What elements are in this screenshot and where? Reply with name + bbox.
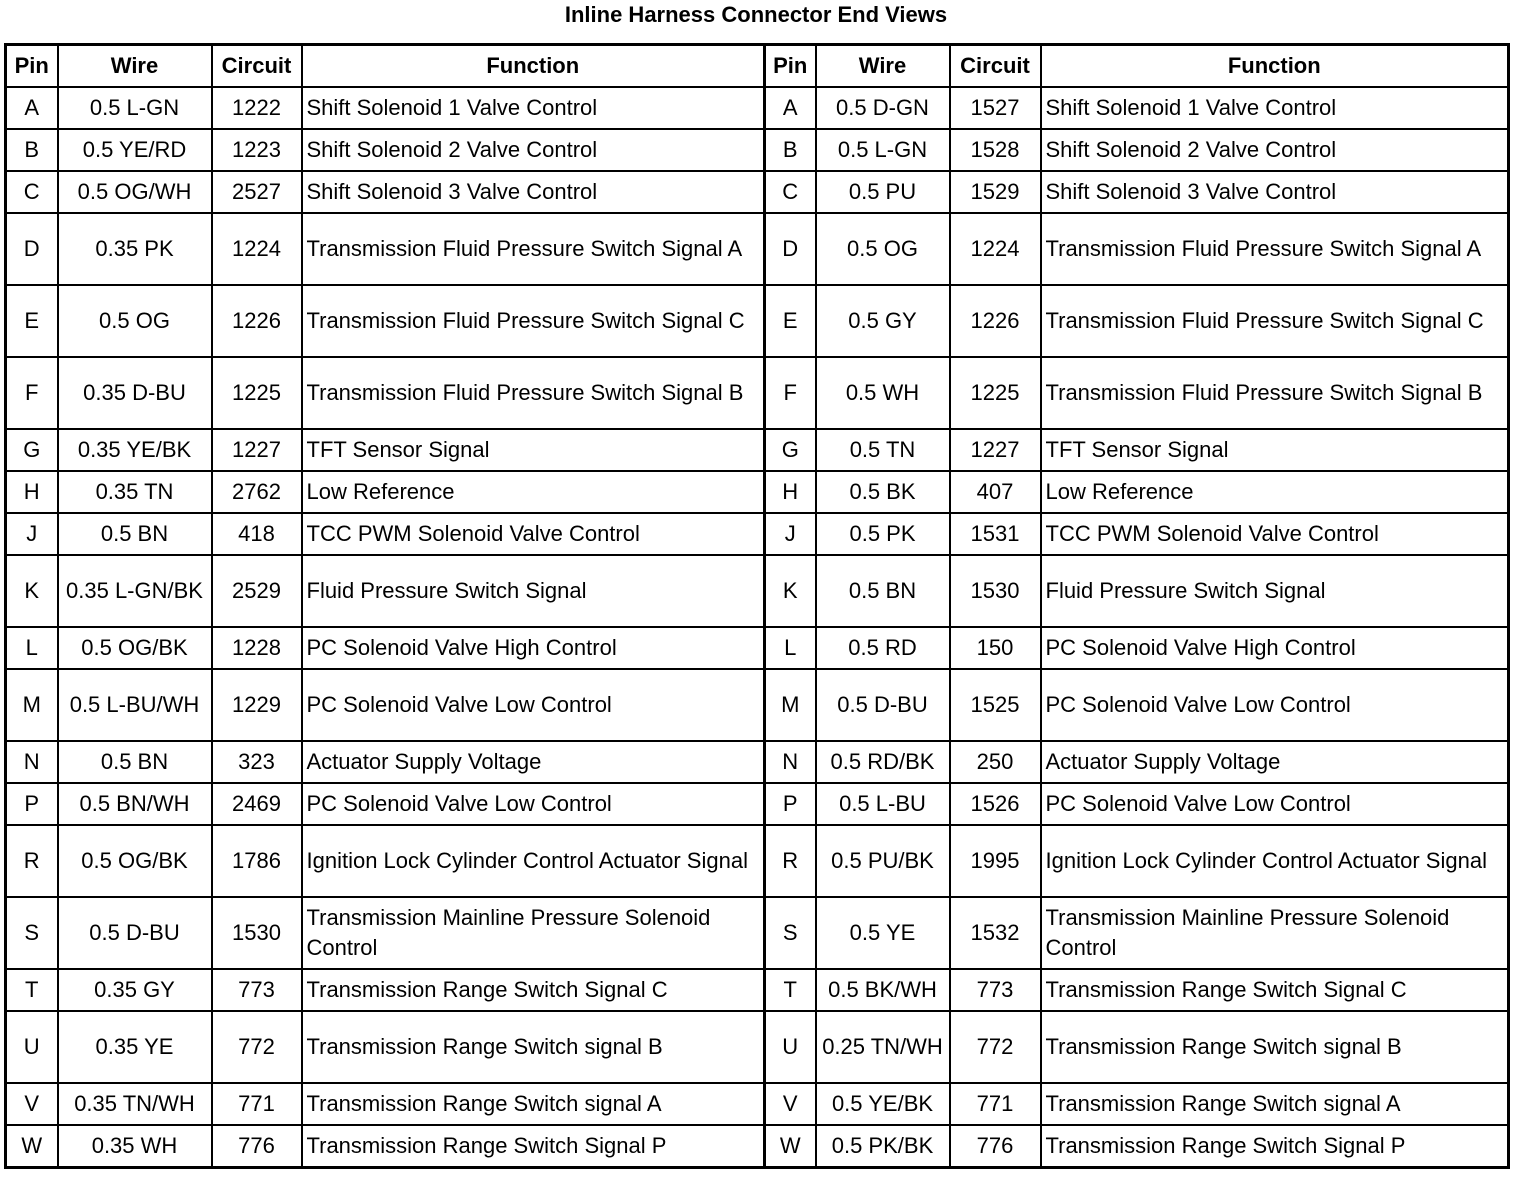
table-row [6,129,1509,171]
table-row [6,741,1509,783]
header-row [6,45,1509,88]
pin-cell: D [765,213,816,285]
pin-cell: L [6,627,58,669]
function-cell: Transmission Fluid Pressure Switch Signal B [302,357,765,429]
function-cell: TFT Sensor Signal [302,429,765,471]
wire-cell: 0.5 PK/BK [816,1125,950,1167]
table-row [6,87,1509,129]
wire-cell: 0.5 OG/WH [58,171,212,213]
pin-cell: G [6,429,58,471]
function-cell: Transmission Range Switch Signal P [302,1125,765,1167]
function-cell: Shift Solenoid 1 Valve Control [1041,87,1509,129]
wire-cell: 0.35 TN [58,471,212,513]
header-wire: Wire [58,45,212,88]
function-cell: TFT Sensor Signal [1041,429,1509,471]
circuit-cell: 771 [950,1083,1041,1125]
wire-cell: 0.5 YE/RD [58,129,212,171]
circuit-cell: 1222 [212,87,302,129]
circuit-cell: 1228 [212,627,302,669]
circuit-cell: 1226 [950,285,1041,357]
circuit-cell: 771 [212,1083,302,1125]
table-row [6,1083,1509,1125]
table-row [6,1125,1509,1167]
table-row [6,669,1509,741]
table-row [6,627,1509,669]
circuit-cell: 1224 [212,213,302,285]
function-cell: Transmission Mainline Pressure Solenoid Control [302,897,765,969]
function-cell: Transmission Fluid Pressure Switch Signal A [1041,213,1509,285]
pin-cell: G [765,429,816,471]
circuit-cell: 772 [212,1011,302,1083]
function-cell: Transmission Fluid Pressure Switch Signal B [1041,357,1509,429]
wire-cell: 0.5 OG [816,213,950,285]
wire-cell: 0.5 BN [58,741,212,783]
wire-cell: 0.5 BN [816,555,950,627]
wire-cell: 0.5 L-GN [58,87,212,129]
pin-cell: N [765,741,816,783]
function-cell: Low Reference [1041,471,1509,513]
pin-cell: P [6,783,58,825]
circuit-cell: 776 [212,1125,302,1167]
pin-cell: K [765,555,816,627]
circuit-cell: 1226 [212,285,302,357]
pin-cell: M [765,669,816,741]
table-row [6,897,1509,969]
wire-cell: 0.35 YE [58,1011,212,1083]
function-cell: PC Solenoid Valve Low Control [302,669,765,741]
pin-cell: M [6,669,58,741]
table-row [6,213,1509,285]
wire-cell: 0.5 L-GN [816,129,950,171]
wire-cell: 0.35 L-GN/BK [58,555,212,627]
pin-cell: B [765,129,816,171]
wire-cell: 0.5 RD [816,627,950,669]
function-cell: PC Solenoid Valve Low Control [1041,783,1509,825]
circuit-cell: 407 [950,471,1041,513]
pin-cell: D [6,213,58,285]
function-cell: Shift Solenoid 3 Valve Control [1041,171,1509,213]
circuit-cell: 150 [950,627,1041,669]
circuit-cell: 2527 [212,171,302,213]
pin-cell: B [6,129,58,171]
wire-cell: 0.5 OG/BK [58,825,212,897]
table-row [6,513,1509,555]
wire-cell: 0.5 D-BU [816,669,950,741]
circuit-cell: 1229 [212,669,302,741]
wire-cell: 0.5 PU/BK [816,825,950,897]
circuit-cell: 418 [212,513,302,555]
wire-cell: 0.5 OG [58,285,212,357]
wire-cell: 0.5 BN [58,513,212,555]
wire-cell: 0.35 YE/BK [58,429,212,471]
table-row [6,471,1509,513]
circuit-cell: 1530 [950,555,1041,627]
pin-cell: E [765,285,816,357]
pin-cell: W [6,1125,58,1167]
circuit-cell: 1995 [950,825,1041,897]
circuit-cell: 1529 [950,171,1041,213]
header-function: Function [302,45,765,88]
wire-cell: 0.5 PU [816,171,950,213]
table-row [6,357,1509,429]
circuit-cell: 250 [950,741,1041,783]
wire-cell: 0.35 PK [58,213,212,285]
function-cell: PC Solenoid Valve High Control [302,627,765,669]
circuit-cell: 323 [212,741,302,783]
table-row [6,429,1509,471]
function-cell: TCC PWM Solenoid Valve Control [302,513,765,555]
wire-cell: 0.5 BK/WH [816,969,950,1011]
pin-cell: A [6,87,58,129]
pin-cell: U [765,1011,816,1083]
wire-cell: 0.5 BK [816,471,950,513]
wire-cell: 0.5 PK [816,513,950,555]
wire-cell: 0.5 WH [816,357,950,429]
pin-cell: S [6,897,58,969]
wire-cell: 0.5 YE/BK [816,1083,950,1125]
table-row [6,783,1509,825]
function-cell: PC Solenoid Valve Low Control [302,783,765,825]
circuit-cell: 1225 [950,357,1041,429]
table-row [6,555,1509,627]
table-row [6,969,1509,1011]
table-row [6,825,1509,897]
pin-cell: T [6,969,58,1011]
circuit-cell: 1528 [950,129,1041,171]
wire-cell: 0.5 RD/BK [816,741,950,783]
wire-cell: 0.5 YE [816,897,950,969]
pin-cell: F [6,357,58,429]
circuit-cell: 2469 [212,783,302,825]
function-cell: Transmission Range Switch Signal C [302,969,765,1011]
function-cell: Shift Solenoid 2 Valve Control [1041,129,1509,171]
pin-cell: N [6,741,58,783]
function-cell: Transmission Range Switch Signal C [1041,969,1509,1011]
function-cell: PC Solenoid Valve Low Control [1041,669,1509,741]
pin-cell: K [6,555,58,627]
function-cell: Ignition Lock Cylinder Control Actuator Signal [302,825,765,897]
wire-cell: 0.5 L-BU [816,783,950,825]
header-wire: Wire [816,45,950,88]
wire-cell: 0.5 BN/WH [58,783,212,825]
wire-cell: 0.5 D-BU [58,897,212,969]
connector-table [4,43,1510,1169]
wire-cell: 0.5 TN [816,429,950,471]
circuit-cell: 773 [950,969,1041,1011]
function-cell: Fluid Pressure Switch Signal [302,555,765,627]
function-cell: Transmission Fluid Pressure Switch Signal C [1041,285,1509,357]
wire-cell: 0.35 D-BU [58,357,212,429]
function-cell: Transmission Range Switch signal A [302,1083,765,1125]
pin-cell: L [765,627,816,669]
pin-cell: H [6,471,58,513]
table-row [6,1011,1509,1083]
pin-cell: F [765,357,816,429]
pin-cell: R [765,825,816,897]
pin-cell: V [6,1083,58,1125]
header-circuit: Circuit [950,45,1041,88]
function-cell: Transmission Fluid Pressure Switch Signal C [302,285,765,357]
function-cell: Transmission Range Switch Signal P [1041,1125,1509,1167]
pin-cell: P [765,783,816,825]
circuit-cell: 1526 [950,783,1041,825]
pin-cell: C [765,171,816,213]
header-pin: Pin [765,45,816,88]
function-cell: Low Reference [302,471,765,513]
pin-cell: U [6,1011,58,1083]
circuit-cell: 2529 [212,555,302,627]
table-row [6,171,1509,213]
function-cell: Shift Solenoid 2 Valve Control [302,129,765,171]
pin-cell: W [765,1125,816,1167]
function-cell: Shift Solenoid 3 Valve Control [302,171,765,213]
circuit-cell: 1227 [212,429,302,471]
function-cell: PC Solenoid Valve High Control [1041,627,1509,669]
circuit-cell: 1527 [950,87,1041,129]
circuit-cell: 1532 [950,897,1041,969]
function-cell: Shift Solenoid 1 Valve Control [302,87,765,129]
circuit-cell: 1525 [950,669,1041,741]
function-cell: Transmission Range Switch signal B [302,1011,765,1083]
function-cell: Ignition Lock Cylinder Control Actuator Signal [1041,825,1509,897]
pin-cell: E [6,285,58,357]
function-cell: Actuator Supply Voltage [302,741,765,783]
pin-cell: T [765,969,816,1011]
wire-cell: 0.5 GY [816,285,950,357]
wire-cell: 0.35 GY [58,969,212,1011]
function-cell: Transmission Mainline Pressure Solenoid Control [1041,897,1509,969]
pin-cell: S [765,897,816,969]
function-cell: Transmission Range Switch signal A [1041,1083,1509,1125]
header-pin: Pin [6,45,58,88]
circuit-cell: 1227 [950,429,1041,471]
wire-cell: 0.5 OG/BK [58,627,212,669]
circuit-cell: 1224 [950,213,1041,285]
pin-cell: J [6,513,58,555]
circuit-cell: 772 [950,1011,1041,1083]
function-cell: TCC PWM Solenoid Valve Control [1041,513,1509,555]
circuit-cell: 1223 [212,129,302,171]
pin-cell: H [765,471,816,513]
pin-cell: R [6,825,58,897]
circuit-cell: 1531 [950,513,1041,555]
wire-cell: 0.25 TN/WH [816,1011,950,1083]
function-cell: Actuator Supply Voltage [1041,741,1509,783]
function-cell: Fluid Pressure Switch Signal [1041,555,1509,627]
circuit-cell: 1786 [212,825,302,897]
function-cell: Transmission Range Switch signal B [1041,1011,1509,1083]
wire-cell: 0.35 TN/WH [58,1083,212,1125]
pin-cell: C [6,171,58,213]
circuit-cell: 776 [950,1125,1041,1167]
function-cell: Transmission Fluid Pressure Switch Signal A [302,213,765,285]
header-circuit: Circuit [212,45,302,88]
circuit-cell: 2762 [212,471,302,513]
wire-cell: 0.35 WH [58,1125,212,1167]
header-function: Function [1041,45,1509,88]
circuit-cell: 773 [212,969,302,1011]
pin-cell: V [765,1083,816,1125]
circuit-cell: 1530 [212,897,302,969]
pin-cell: J [765,513,816,555]
wire-cell: 0.5 L-BU/WH [58,669,212,741]
circuit-cell: 1225 [212,357,302,429]
wire-cell: 0.5 D-GN [816,87,950,129]
pin-cell: A [765,87,816,129]
table-row [6,285,1509,357]
page-title: Inline Harness Connector End Views [564,2,948,27]
